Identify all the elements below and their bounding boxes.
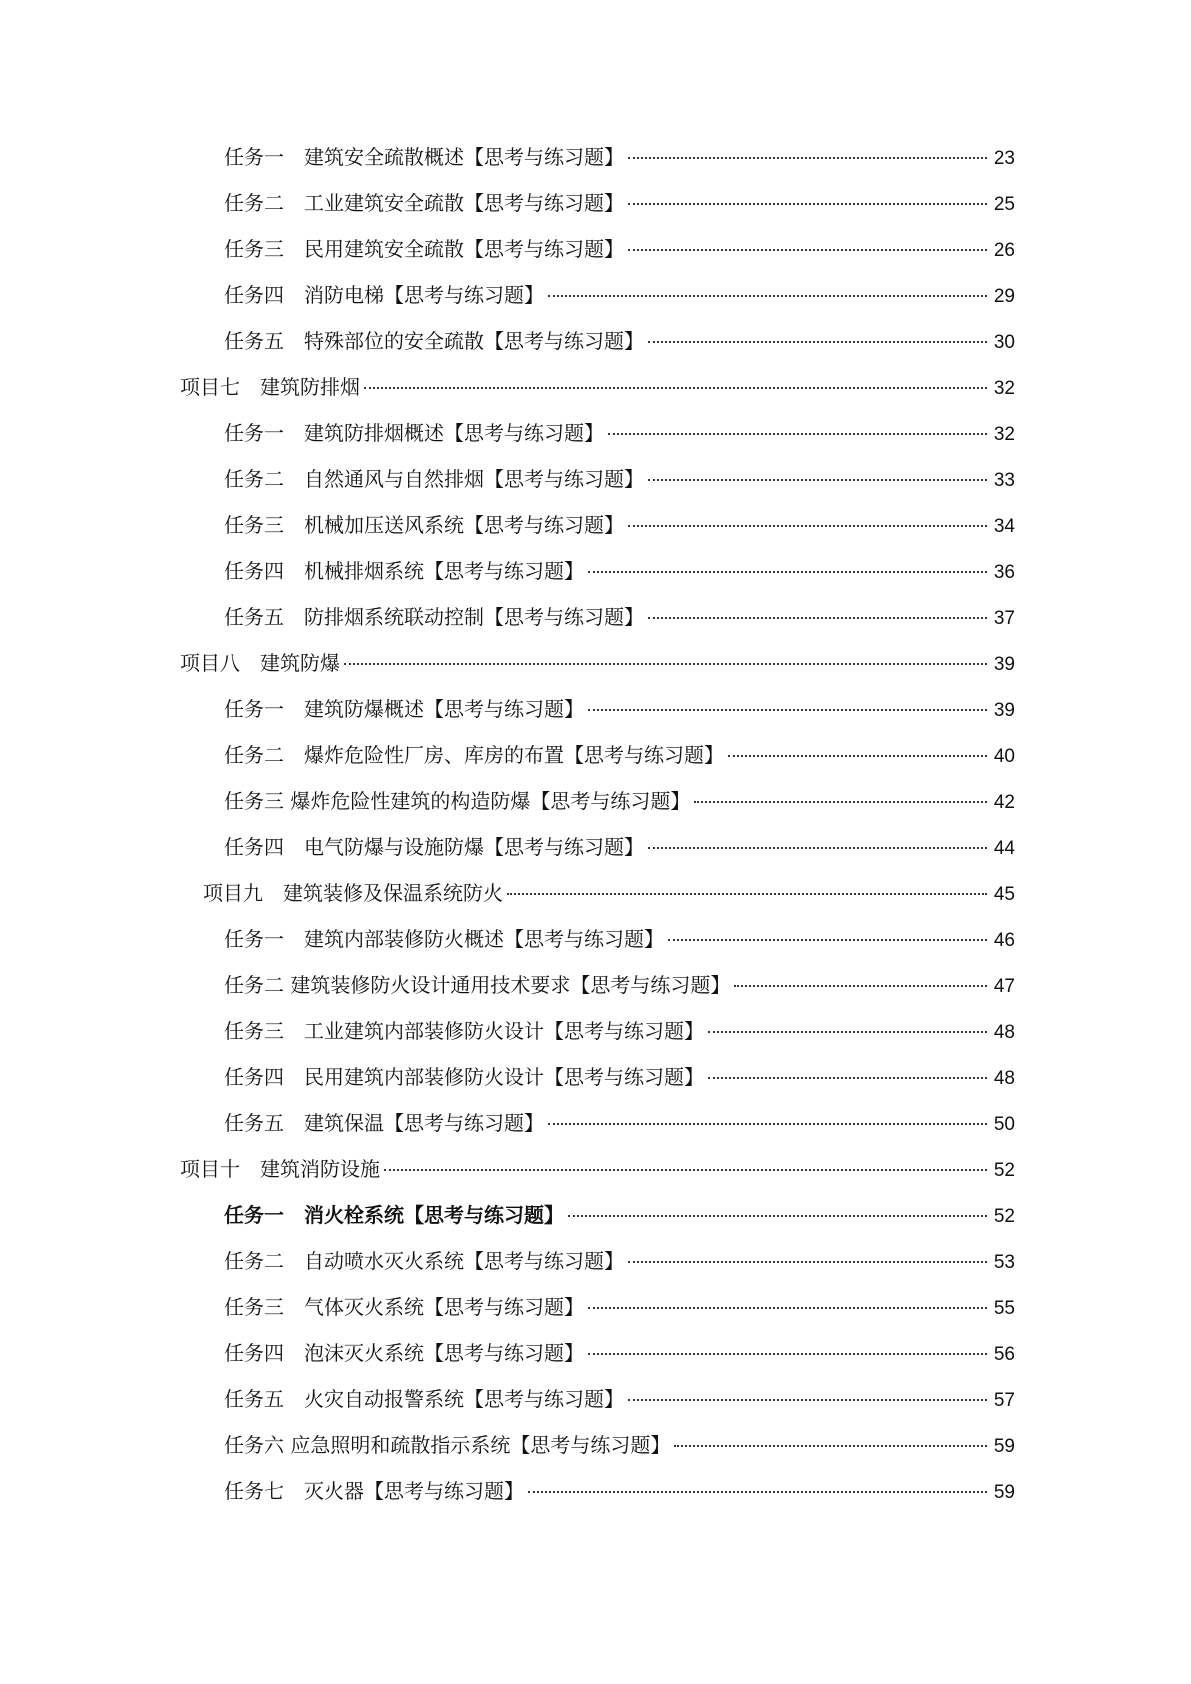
toc-entry-task[interactable] <box>0 326 1191 372</box>
dot-leader <box>674 1445 987 1447</box>
toc-page-number: 42 <box>993 792 1015 813</box>
toc-page-number: 48 <box>993 1068 1015 1089</box>
toc-page-number: 53 <box>993 1252 1015 1273</box>
dot-leader <box>628 525 987 527</box>
toc-page-number: 37 <box>993 608 1015 629</box>
toc-page-number: 40 <box>993 746 1015 767</box>
toc-entry-title: 任务一 建筑安全疏散概述【思考与练习题】 <box>224 145 624 169</box>
dot-leader <box>588 1307 987 1309</box>
toc-entry-task[interactable] <box>0 1246 1191 1292</box>
toc-page-number: 23 <box>993 148 1015 169</box>
toc-entry-task[interactable] <box>0 786 1191 832</box>
toc-page-number: 26 <box>993 240 1015 261</box>
dot-leader <box>384 1169 987 1171</box>
toc-page-number: 25 <box>993 194 1015 215</box>
toc-entry-title: 任务二 爆炸危险性厂房、库房的布置【思考与练习题】 <box>224 743 724 767</box>
dot-leader <box>548 295 987 297</box>
dot-leader <box>734 985 987 987</box>
dot-leader <box>344 663 987 665</box>
toc-page-number: 46 <box>993 930 1015 951</box>
toc-entry-title: 任务二 自然通风与自然排烟【思考与练习题】 <box>224 467 644 491</box>
toc-entry-title: 任务一 建筑防排烟概述【思考与练习题】 <box>224 421 604 445</box>
dot-leader <box>708 1031 987 1033</box>
toc-page-number: 32 <box>993 378 1015 399</box>
toc-entry-project[interactable] <box>0 372 1191 418</box>
toc-entry-task[interactable] <box>0 1292 1191 1338</box>
toc-page-number: 52 <box>993 1160 1015 1181</box>
dot-leader <box>507 893 987 895</box>
toc-entry-title: 任务六 应急照明和疏散指示系统【思考与练习题】 <box>224 1433 671 1457</box>
toc-entry-task[interactable] <box>0 1016 1191 1062</box>
dot-leader <box>648 479 987 481</box>
dot-leader <box>648 617 987 619</box>
toc-page-number: 45 <box>993 884 1015 905</box>
toc-entry-task[interactable] <box>0 1200 1191 1246</box>
toc-entry-task[interactable] <box>0 464 1191 510</box>
toc-entry-task[interactable] <box>0 1338 1191 1384</box>
toc-entry-project[interactable] <box>0 1154 1191 1200</box>
toc-entry-title: 任务四 消防电梯【思考与练习题】 <box>224 283 544 307</box>
dot-leader <box>364 387 987 389</box>
toc-page-number: 48 <box>993 1022 1015 1043</box>
toc-entry-title: 任务三 机械加压送风系统【思考与练习题】 <box>224 513 624 537</box>
toc-entry-task[interactable] <box>0 740 1191 786</box>
toc-page-number: 44 <box>993 838 1015 859</box>
toc-entry-task[interactable] <box>0 188 1191 234</box>
toc-entry-title: 项目十 建筑消防设施 <box>180 1157 380 1181</box>
toc-entry-task[interactable] <box>0 1062 1191 1108</box>
toc-entry-task[interactable] <box>0 1384 1191 1430</box>
toc-page-number: 34 <box>993 516 1015 537</box>
toc-entry-title: 任务一 建筑防爆概述【思考与练习题】 <box>224 697 584 721</box>
toc-page-number: 39 <box>993 700 1015 721</box>
toc-entry-title: 任务一 建筑内部装修防火概述【思考与练习题】 <box>224 927 664 951</box>
toc-entry-task[interactable] <box>0 832 1191 878</box>
toc-entry-title: 任务五 防排烟系统联动控制【思考与练习题】 <box>224 605 644 629</box>
dot-leader <box>648 341 987 343</box>
dot-leader <box>628 157 987 159</box>
toc-entry-task[interactable] <box>0 510 1191 556</box>
toc-entry-project[interactable] <box>0 878 1191 924</box>
toc-entry-task[interactable] <box>0 1108 1191 1154</box>
toc-entry-task[interactable] <box>0 280 1191 326</box>
toc-page-number: 32 <box>993 424 1015 445</box>
dot-leader <box>588 1353 987 1355</box>
dot-leader <box>628 1261 987 1263</box>
toc-entry-title: 任务四 电气防爆与设施防爆【思考与练习题】 <box>224 835 644 859</box>
toc-entry-task[interactable] <box>0 1430 1191 1476</box>
toc-entry-project[interactable] <box>0 648 1191 694</box>
toc-entry-task[interactable] <box>0 556 1191 602</box>
toc-page-number: 52 <box>993 1206 1015 1227</box>
toc-entry-task[interactable] <box>0 924 1191 970</box>
toc-page-number: 59 <box>993 1436 1015 1457</box>
toc-page-number: 47 <box>993 976 1015 997</box>
toc-entry-title: 任务五 火灾自动报警系统【思考与练习题】 <box>224 1387 624 1411</box>
toc-entry-task[interactable] <box>0 418 1191 464</box>
toc-page-number: 33 <box>993 470 1015 491</box>
toc-page-number: 56 <box>993 1344 1015 1365</box>
toc-entry-title: 任务四 机械排烟系统【思考与练习题】 <box>224 559 584 583</box>
toc-entry-title: 任务四 民用建筑内部装修防火设计【思考与练习题】 <box>224 1065 704 1089</box>
dot-leader <box>628 249 987 251</box>
dot-leader <box>608 433 987 435</box>
dot-leader <box>528 1491 987 1493</box>
toc-entry-title: 任务五 特殊部位的安全疏散【思考与练习题】 <box>224 329 644 353</box>
dot-leader <box>694 801 987 803</box>
dot-leader <box>668 939 987 941</box>
toc-page-number: 36 <box>993 562 1015 583</box>
toc-entry-title: 项目九 建筑装修及保温系统防火 <box>203 881 503 905</box>
toc-entry-task[interactable] <box>0 234 1191 280</box>
dot-leader <box>588 571 987 573</box>
toc-entry-title: 任务一 消火栓系统【思考与练习题】 <box>224 1203 564 1227</box>
toc-page-number: 55 <box>993 1298 1015 1319</box>
toc-entry-title: 任务二 建筑装修防火设计通用技术要求【思考与练习题】 <box>224 973 731 997</box>
toc-entry-title: 任务七 灭火器【思考与练习题】 <box>224 1479 524 1503</box>
dot-leader <box>548 1123 987 1125</box>
toc-page-number: 50 <box>993 1114 1015 1135</box>
toc-page-number: 57 <box>993 1390 1015 1411</box>
toc-entry-task[interactable] <box>0 970 1191 1016</box>
dot-leader <box>628 1399 987 1401</box>
toc-entry-task[interactable] <box>0 602 1191 648</box>
toc-entry-title: 项目七 建筑防排烟 <box>180 375 360 399</box>
toc-entry-title: 任务四 泡沫灭火系统【思考与练习题】 <box>224 1341 584 1365</box>
toc-entry-title: 任务三 民用建筑安全疏散【思考与练习题】 <box>224 237 624 261</box>
toc-entry-title: 任务二 工业建筑安全疏散【思考与练习题】 <box>224 191 624 215</box>
toc-entry-task[interactable] <box>0 1476 1191 1522</box>
dot-leader <box>628 203 987 205</box>
toc-entry-title: 任务三 工业建筑内部装修防火设计【思考与练习题】 <box>224 1019 704 1043</box>
table-of-contents <box>0 142 1191 1522</box>
toc-page-number: 39 <box>993 654 1015 675</box>
toc-entry-title: 任务三 爆炸危险性建筑的构造防爆【思考与练习题】 <box>224 789 691 813</box>
toc-entry-title: 任务二 自动喷水灭火系统【思考与练习题】 <box>224 1249 624 1273</box>
toc-page-number: 59 <box>993 1482 1015 1503</box>
dot-leader <box>728 755 987 757</box>
dot-leader <box>568 1215 987 1217</box>
dot-leader <box>648 847 987 849</box>
toc-entry-title: 项目八 建筑防爆 <box>180 651 340 675</box>
toc-entry-title: 任务五 建筑保温【思考与练习题】 <box>224 1111 544 1135</box>
toc-entry-task[interactable] <box>0 694 1191 740</box>
dot-leader <box>588 709 987 711</box>
dot-leader <box>708 1077 987 1079</box>
toc-entry-title: 任务三 气体灭火系统【思考与练习题】 <box>224 1295 584 1319</box>
toc-page-number: 29 <box>993 286 1015 307</box>
toc-entry-task[interactable] <box>0 142 1191 188</box>
toc-page-number: 30 <box>993 332 1015 353</box>
